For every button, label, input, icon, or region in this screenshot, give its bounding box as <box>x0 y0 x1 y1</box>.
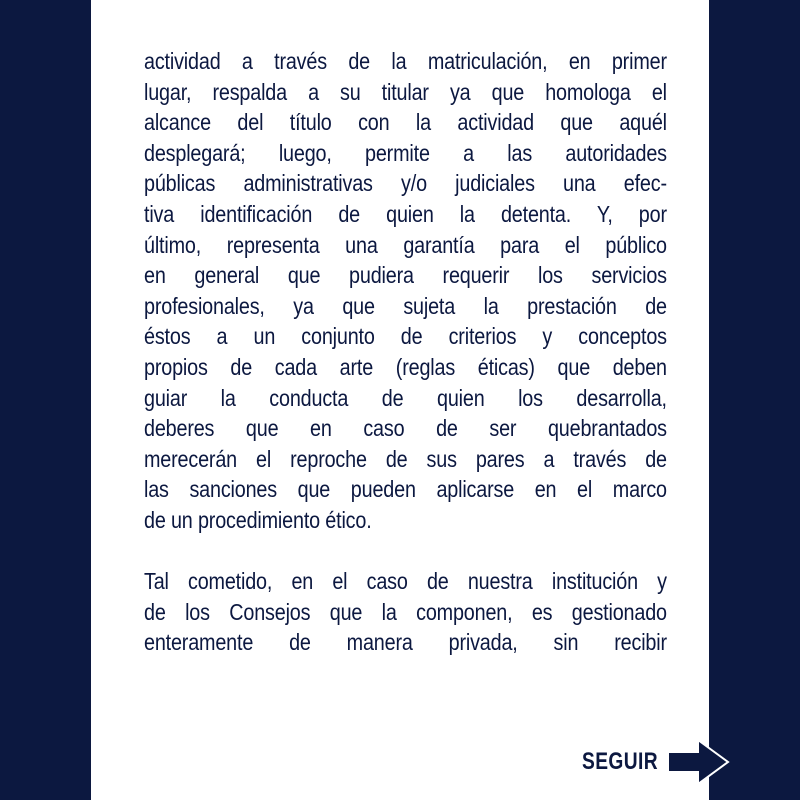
document-page <box>91 0 709 800</box>
text-line: públicas administrativas y/o judiciales una efec- <box>144 170 667 197</box>
text-line: propios de cada arte (reglas éticas) que deben <box>144 353 667 380</box>
next-label: SEGUIR <box>581 748 658 775</box>
text-line: en general que pudiera requerir los servicios <box>144 262 667 289</box>
text-line: alcance del título con la actividad que aquél <box>144 109 667 136</box>
text-line: merecerán el reproche de sus pares a través de <box>144 445 667 472</box>
text-line: Tal cometido, en el caso de nuestra institución y <box>144 568 667 595</box>
next-button[interactable] <box>563 740 730 784</box>
text-line: tiva identificación de quien la detenta. Y, por <box>144 200 667 227</box>
text-line: actividad a través de la matriculación, en primer <box>144 48 667 74</box>
text-line: guiar la conducta de quien los desarrolla, <box>144 384 667 411</box>
text-line: de un procedimiento ético. <box>144 506 372 533</box>
text-line: éstos a un conjunto de criterios y conceptos <box>144 323 667 350</box>
text-line: desplegará; luego, permite a las autoridades <box>144 139 667 166</box>
paragraph-2 <box>144 566 667 658</box>
text-line: profesionales, ya que sujeta la prestación de <box>144 292 667 319</box>
text-line: de los Consejos que la componen, es gestionado <box>144 598 667 625</box>
paragraph-1 <box>144 46 667 536</box>
body-text <box>144 46 667 658</box>
text-line: enteramente de manera privada, sin recibir <box>144 629 667 656</box>
arrow-right-icon <box>668 740 730 784</box>
text-line: último, representa una garantía para el público <box>144 231 667 258</box>
paragraph-gap <box>144 536 667 567</box>
text-line: deberes que en caso de ser quebrantados <box>144 415 667 442</box>
text-line: las sanciones que pueden aplicarse en el marco <box>144 476 667 503</box>
text-line: lugar, respalda a su titular ya que homologa el <box>144 78 667 105</box>
